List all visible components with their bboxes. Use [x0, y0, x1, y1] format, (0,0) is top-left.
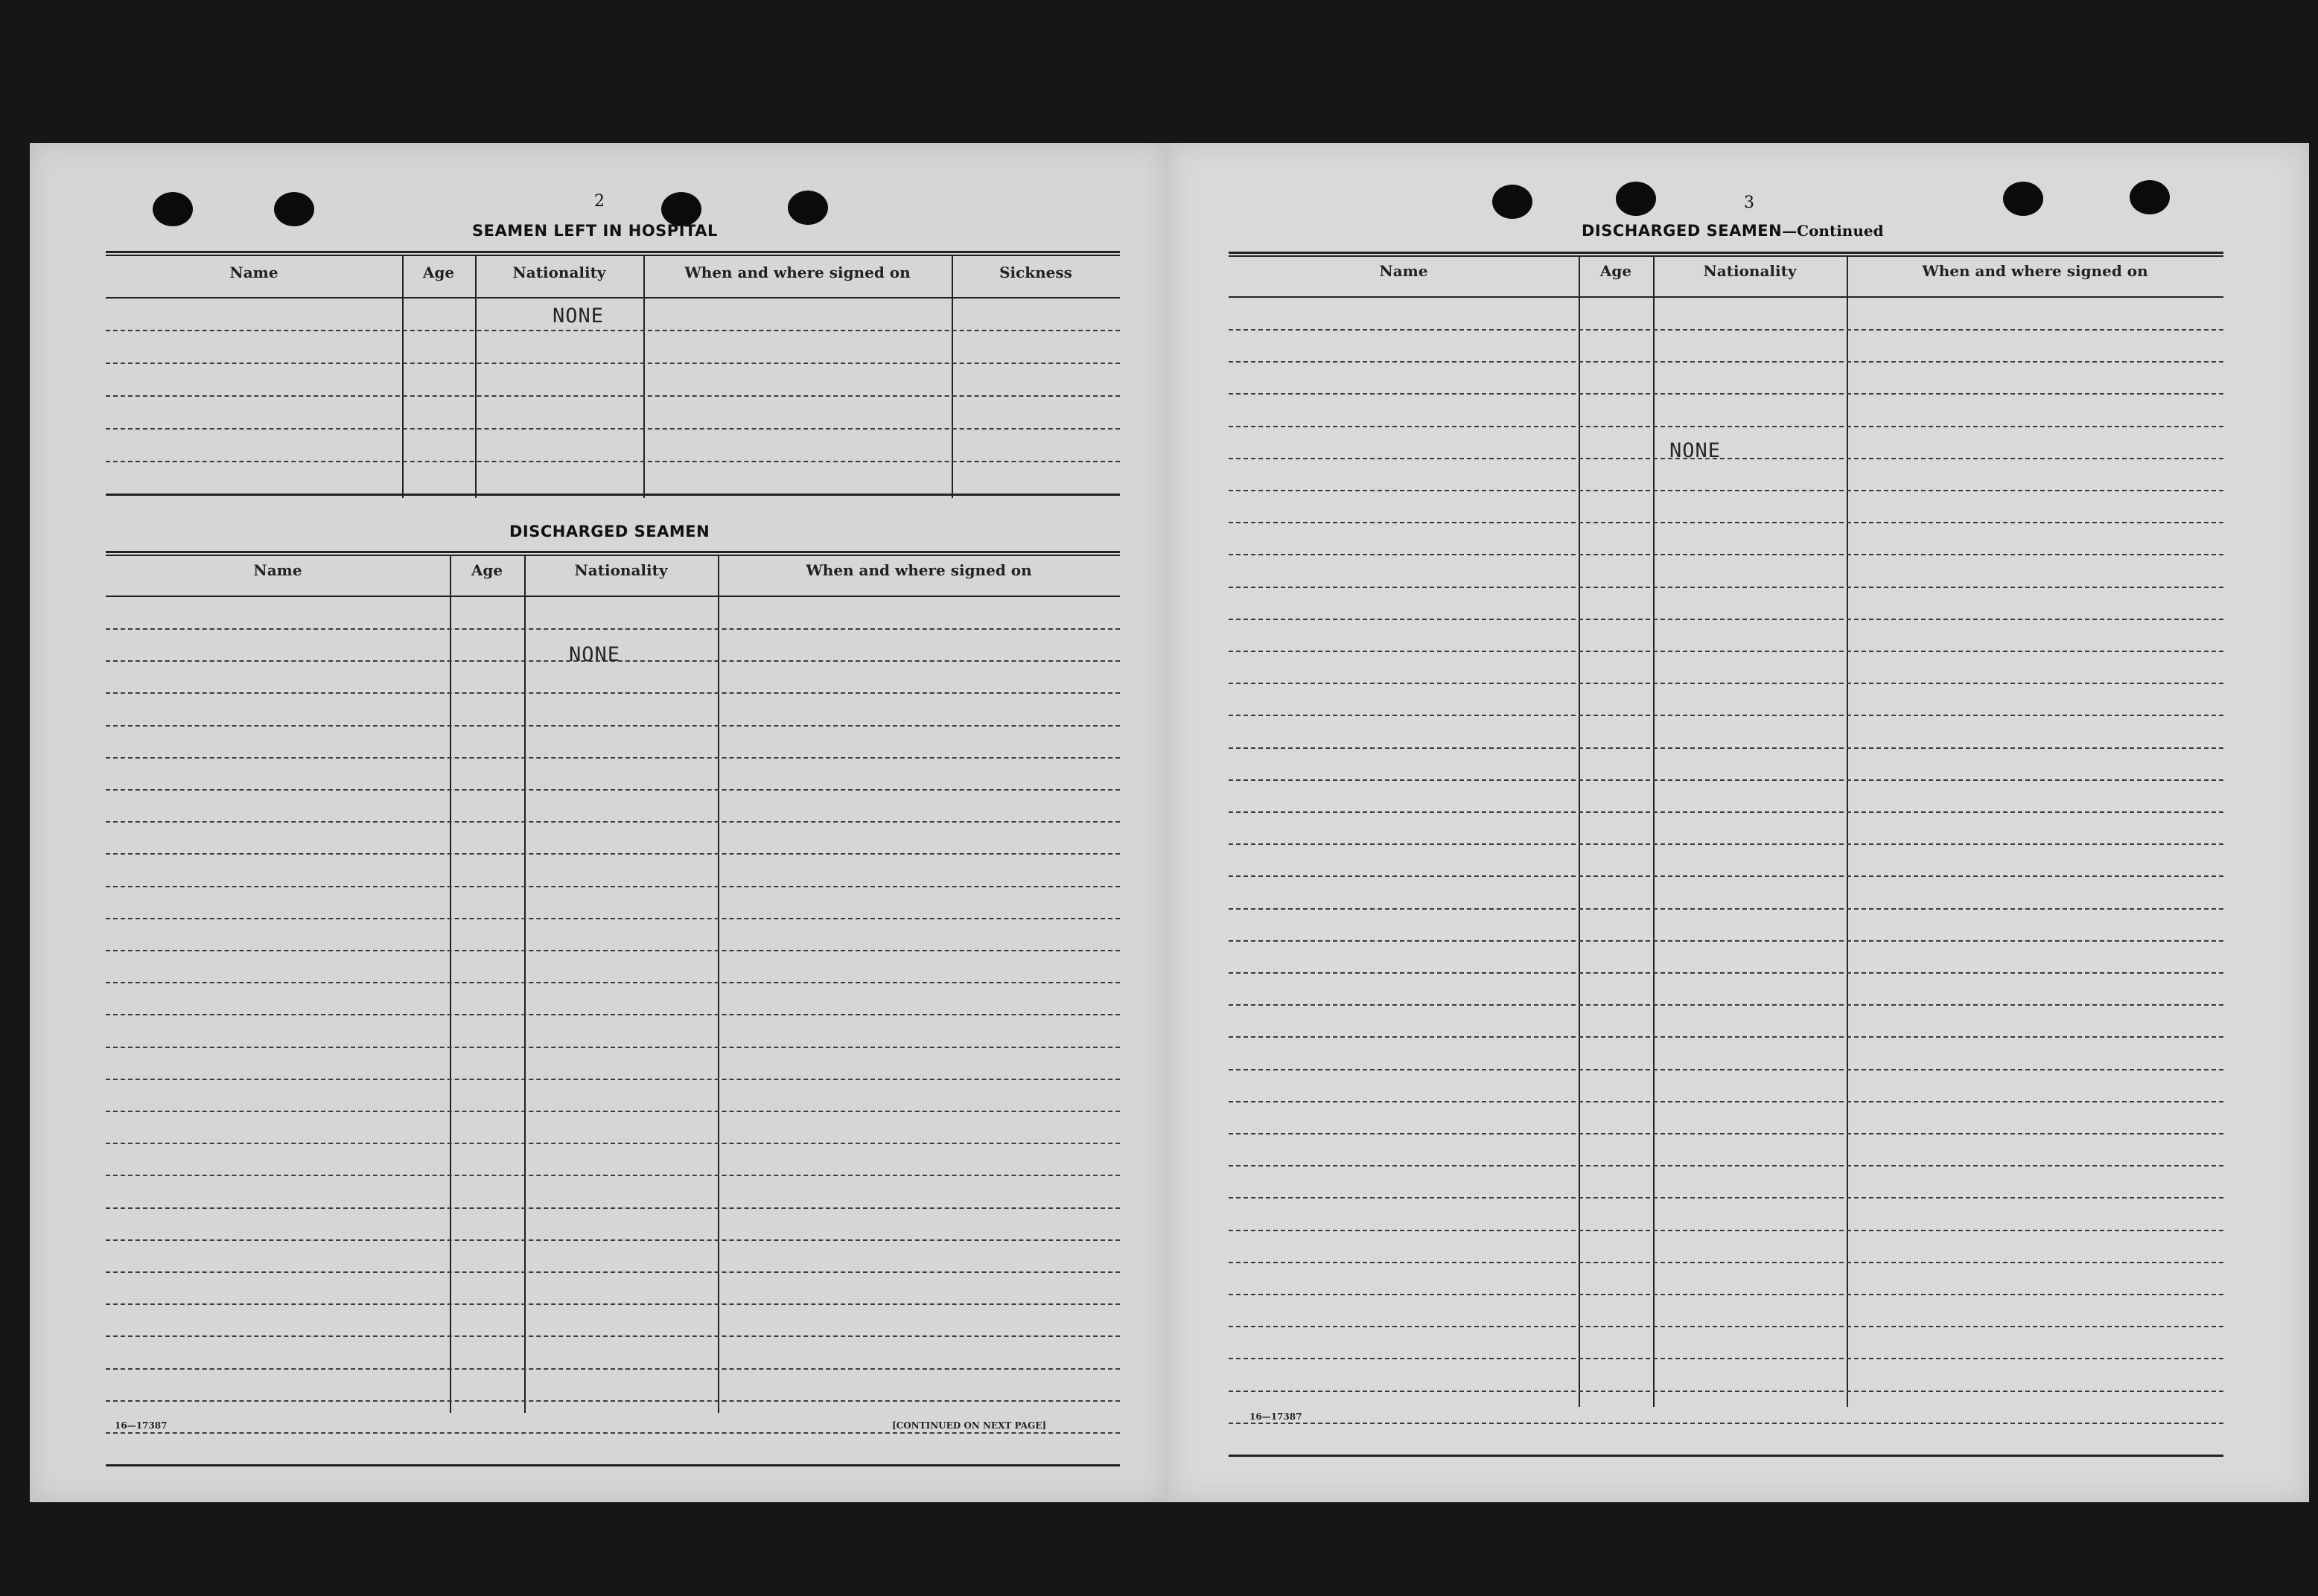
row-line — [1229, 843, 2223, 845]
row-line — [1229, 1069, 2223, 1070]
row-line — [106, 821, 1120, 823]
column-header-name: Name — [253, 561, 302, 579]
row-line — [106, 1111, 1120, 1112]
column-header-when-where: When and where signed on — [684, 264, 911, 281]
row-line — [1229, 779, 2223, 781]
row-line — [1229, 1197, 2223, 1198]
row-line — [1229, 1294, 2223, 1295]
left-page — [30, 143, 1168, 1502]
continued-none-entry: NONE — [1669, 439, 1722, 462]
row-line — [1229, 554, 2223, 555]
row-line — [1229, 522, 2223, 523]
row-line — [106, 918, 1120, 919]
punch-hole — [2130, 180, 2170, 214]
row-line — [106, 692, 1120, 694]
row-line — [106, 1400, 1120, 1402]
row-line — [106, 1335, 1120, 1337]
row-line — [1229, 619, 2223, 620]
row-line — [106, 1432, 1120, 1434]
row-line — [106, 886, 1120, 887]
row-line — [1229, 940, 2223, 942]
row-line — [106, 1047, 1120, 1048]
column-header-age: Age — [471, 561, 503, 579]
row-line — [1229, 1326, 2223, 1327]
row-line — [1229, 1358, 2223, 1359]
row-line — [1229, 587, 2223, 588]
row-line — [1229, 1133, 2223, 1134]
row-line — [106, 757, 1120, 759]
discharged-section-title: DISCHARGED SEAMEN — [509, 523, 710, 540]
table-bottom-rule — [106, 1464, 1120, 1466]
row-line — [1229, 972, 2223, 974]
hospital-none-entry: NONE — [553, 304, 605, 328]
discharged-continued-table — [1229, 252, 2223, 1547]
row-line — [1229, 875, 2223, 877]
punch-hole — [274, 192, 314, 226]
column-header-sickness: Sickness — [999, 264, 1072, 281]
row-line — [1229, 361, 2223, 363]
row-line — [106, 725, 1120, 727]
page-number: 2 — [594, 192, 605, 211]
continued-note: [CONTINUED ON NEXT PAGE] — [892, 1420, 1047, 1431]
punch-hole — [1616, 182, 1656, 216]
column-header-nationality: Nationality — [574, 561, 668, 579]
punch-hole — [1492, 185, 1532, 219]
row-line — [1229, 683, 2223, 684]
row-line — [1229, 1230, 2223, 1231]
form-number: 16—17387 — [115, 1420, 168, 1431]
row-line — [1229, 715, 2223, 716]
row-line — [1229, 1101, 2223, 1102]
punch-hole — [788, 191, 828, 225]
table-bottom-rule — [1229, 1455, 2223, 1457]
row-line — [1229, 1004, 2223, 1006]
title-continued: —Continued — [1782, 222, 1884, 240]
right-page — [1168, 143, 2309, 1502]
row-line — [1229, 747, 2223, 749]
discharged-table — [106, 551, 1120, 1414]
row-line — [106, 1239, 1120, 1241]
row-line — [106, 1368, 1120, 1370]
punch-hole — [2003, 182, 2043, 216]
row-line — [1229, 458, 2223, 459]
row-line — [1229, 811, 2223, 813]
row-line — [1229, 1262, 2223, 1263]
row-line — [1229, 393, 2223, 395]
column-header-age: Age — [422, 264, 455, 281]
row-line — [106, 853, 1120, 855]
discharged-continued-title — [1582, 222, 1884, 240]
column-header-when-where: When and where signed on — [1922, 262, 2148, 280]
row-line — [106, 1303, 1120, 1305]
row-line — [106, 1143, 1120, 1144]
row-line — [1229, 329, 2223, 331]
row-line — [1229, 1036, 2223, 1038]
row-line — [1229, 651, 2223, 652]
row-line — [106, 1014, 1120, 1015]
column-header-nationality: Nationality — [512, 264, 606, 281]
row-line — [106, 1175, 1120, 1176]
column-header-name: Name — [229, 264, 278, 281]
row-line — [106, 950, 1120, 951]
row-line — [106, 982, 1120, 983]
form-number: 16—17387 — [1249, 1411, 1302, 1422]
row-line — [1229, 1423, 2223, 1424]
column-header-when-where: When and where signed on — [806, 561, 1032, 579]
row-line — [106, 789, 1120, 791]
punch-hole — [153, 192, 193, 226]
column-header-age: Age — [1599, 262, 1632, 280]
title-main: DISCHARGED SEAMEN — [1582, 222, 1783, 240]
page-number: 3 — [1744, 194, 1754, 212]
row-line — [106, 1207, 1120, 1209]
row-line — [1229, 1391, 2223, 1392]
row-line — [1229, 1165, 2223, 1166]
row-line — [106, 1271, 1120, 1273]
row-line — [106, 628, 1120, 630]
column-header-name: Name — [1379, 262, 1428, 280]
row-line — [1229, 426, 2223, 427]
row-line — [1229, 490, 2223, 491]
hospital-section-title: SEAMEN LEFT IN HOSPITAL — [472, 222, 718, 240]
row-line — [1229, 908, 2223, 910]
discharged-none-entry: NONE — [569, 643, 621, 666]
row-line — [106, 1079, 1120, 1080]
column-header-nationality: Nationality — [1703, 262, 1797, 280]
